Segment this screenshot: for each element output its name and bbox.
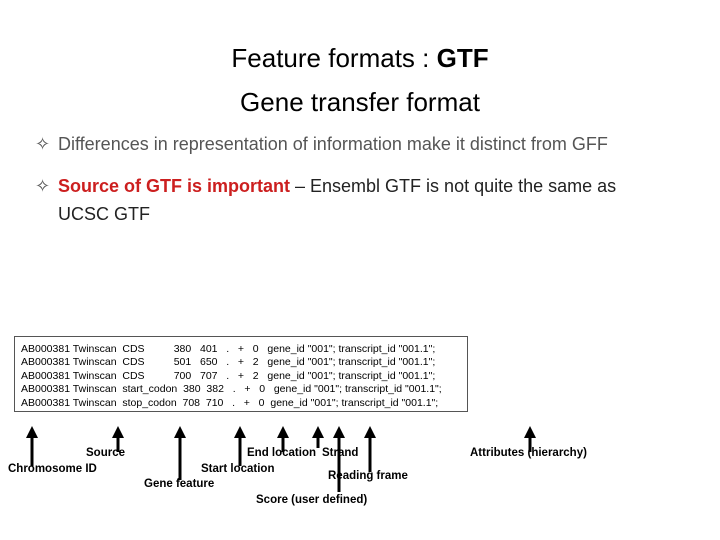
subtitle: Gene transfer format — [240, 87, 480, 117]
label-reading-frame: Reading frame — [328, 470, 408, 482]
bullet-star-icon: ✧ — [35, 176, 51, 196]
bullet-star-icon: ✧ — [35, 134, 51, 154]
title-gtf: GTF — [436, 43, 489, 73]
label-gene-feature: Gene feature — [144, 478, 215, 490]
bullet-2-highlight: Source of GTF is important — [58, 176, 291, 196]
gtf-line: AB000381 Twinscan stop_codon 708 710 . + 0 gene_id "001"; transcript_id "001.1"; — [21, 396, 439, 409]
gtf-line: AB000381 Twinscan CDS 700 707 . + 2 gene_id "001"; transcript_id "001.1"; — [21, 369, 436, 382]
label-start-location: Start location — [201, 463, 275, 475]
label-strand: Strand — [322, 447, 359, 459]
gtf-line: AB000381 Twinscan CDS 380 401 . + 0 gene_id "001"; transcript_id "001.1"; — [21, 343, 436, 355]
bullet-2-continuation: UCSC GTF — [58, 204, 150, 224]
bullet-2-rest: – Ensembl GTF is not quite the same as — [290, 176, 617, 196]
gtf-line: AB000381 Twinscan CDS 501 650 . + 2 gene_id "001"; transcript_id "001.1"; — [21, 356, 436, 369]
label-chromosome-id: Chromosome ID — [8, 463, 97, 475]
label-end-location: End location — [247, 447, 316, 459]
gtf-line: AB000381 Twinscan start_codon 380 382 . + 0 gene_id "001"; transcript_id "001.1"; — [21, 383, 442, 396]
label-score: Score (user defined) — [256, 494, 368, 506]
title-prefix: Feature formats : — [231, 43, 437, 73]
label-source: Source — [86, 447, 125, 459]
label-attributes: Attributes (hierarchy) — [470, 447, 587, 459]
bullet-1-text: Differences in representation of information make it distinct from GFF — [58, 134, 608, 154]
